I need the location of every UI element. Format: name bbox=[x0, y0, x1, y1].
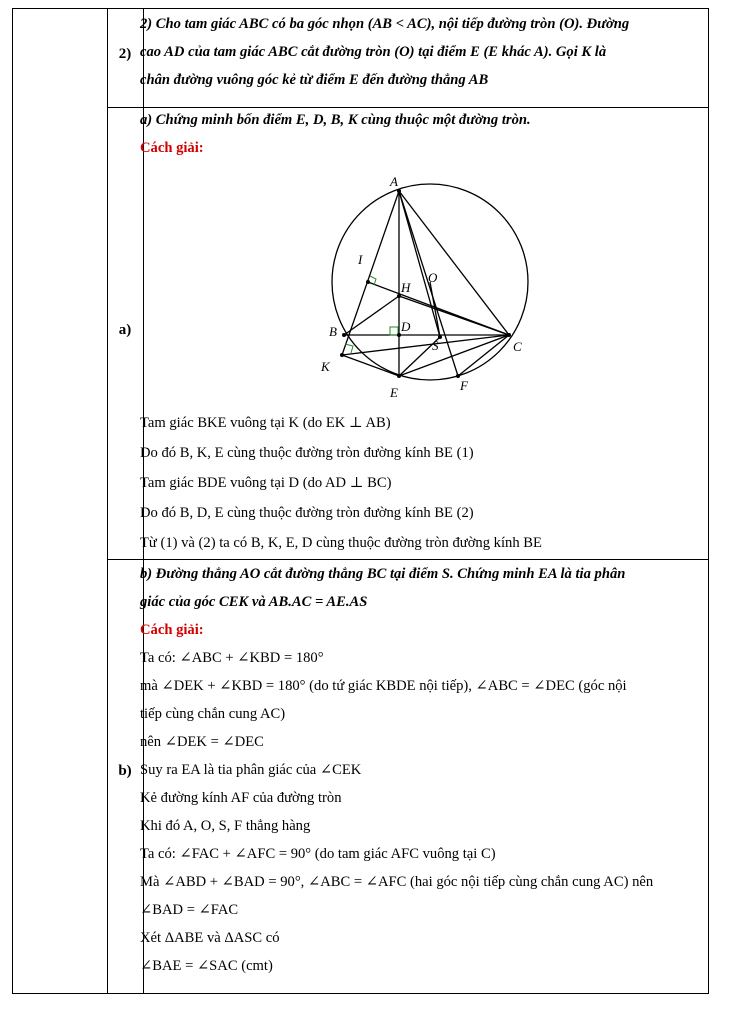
left-column bbox=[13, 9, 108, 993]
label-C: C bbox=[513, 339, 522, 354]
geometry-figure bbox=[310, 172, 550, 402]
label-A: A bbox=[390, 174, 398, 189]
label-K: K bbox=[321, 359, 330, 374]
label-column bbox=[108, 9, 144, 993]
problem-number: 2) bbox=[118, 46, 132, 62]
part-a-method: Cách giải: bbox=[140, 140, 204, 156]
part-b-content: b) Đường thẳng AO cắt đường thẳng BC tại điểm S. Chứng minh EA là tia phân giác của góc CEK và AB.AC = AE.AS Cách giải: Ta có: ∠ABC + ∠KBD = 180° mà ∠DEK + ∠KBD = 180° (do tứ giác KBDE nội tiếp), ∠ABC = ∠DEC (góc nội tiếp cùng chắn cung AC) nên ∠DEK = ∠DEC Suy ra EA là tia phân giác của ∠CEK Kẻ đường kính AF của đường tròn Khi đó A, O, S, F thẳng hàng Ta có: ∠FAC + ∠AFC = 90° (do tam giác AFC vuông tại C) Mà ∠ABD + ∠BAD = 90°, ∠ABC = ∠AFC (hai góc nội tiếp cùng chắn cung AC) nên ∠BAD = ∠FAC Xét ΔABE và ΔASC có ∠BAE = ∠SAC (cmt) bbox=[140, 560, 692, 980]
label-I: I bbox=[358, 252, 363, 267]
label-E: E bbox=[390, 385, 398, 400]
part-b-label: b) bbox=[118, 763, 132, 779]
label-D: D bbox=[401, 319, 411, 334]
label-B: B bbox=[329, 324, 337, 339]
label-O: O bbox=[428, 270, 438, 285]
part-b-method: Cách giải: bbox=[140, 622, 204, 638]
part-a-proof: Tam giác BKE vuông tại K (do EK ⊥ AB) Do đó B, K, E cùng thuộc đường tròn đường kính BE (1) Tam giác BDE vuông tại D (do AD ⊥ BC) Do đó B, D, E cùng thuộc đường tròn đường kính BE (2) Từ (1) và (2) ta có B, K, E, D cùng thuộc đường tròn đường kính BE bbox=[140, 415, 542, 551]
label-F: F bbox=[460, 378, 468, 393]
label-S: S bbox=[432, 338, 439, 353]
part-a-question: a) Chứng minh bốn điểm E, D, B, K cùng thuộc một đường tròn. Cách giải: bbox=[140, 106, 692, 162]
problem-statement: 2) Cho tam giác ABC có ba góc nhọn (AB < AC), nội tiếp đường tròn (O). Đường cao AD của tam giác ABC cắt đường tròn (O) tại điểm E (E khác A). Gọi K là chân đường vuông góc kẻ từ điểm E đến đường thẳng AB bbox=[140, 16, 630, 88]
part-a-label: a) bbox=[118, 322, 132, 338]
label-H: H bbox=[401, 280, 411, 295]
